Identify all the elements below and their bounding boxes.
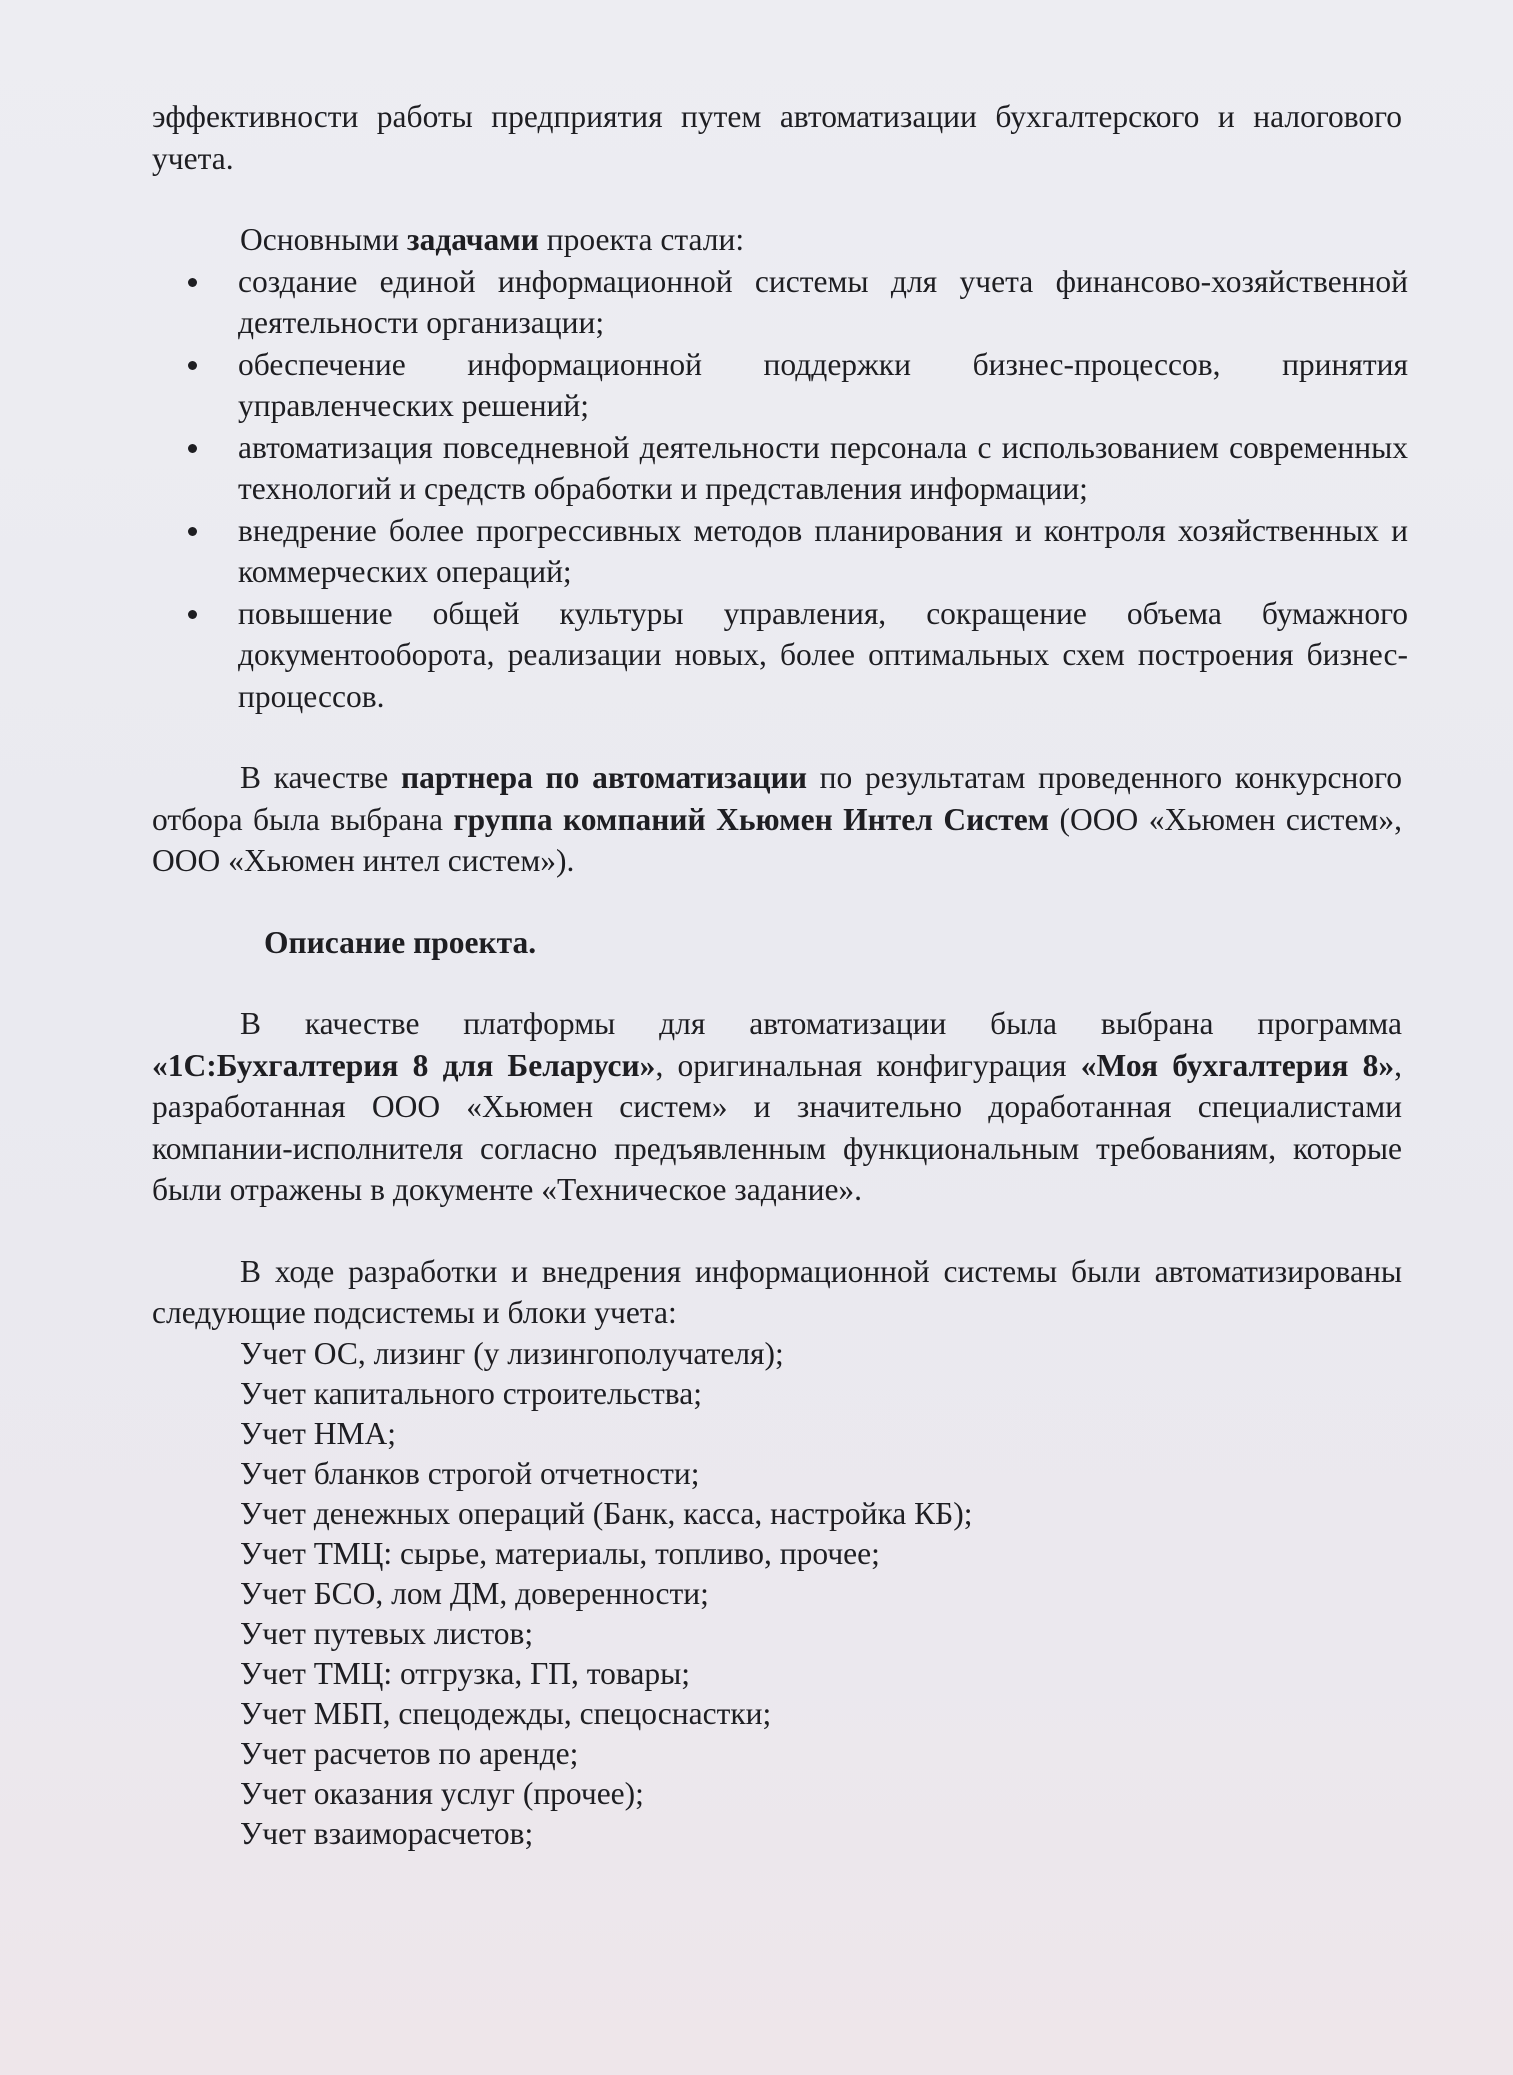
list-item: Учет МБП, спецодежды, спецоснастки; (240, 1695, 772, 1731)
subsystems-lead: В ходе разработки и внедрения информационной системы были автоматизированы следующие подсистемы и блоки учета: (152, 1253, 1402, 1330)
bullet-icon (188, 527, 197, 536)
list-item: Учет оказания услуг (прочее); (240, 1775, 644, 1811)
list-item: Учет ОС, лизинг (у лизингополучателя); (240, 1335, 784, 1371)
bullet-icon (188, 444, 197, 453)
list-item: Учет ТМЦ: сырье, материалы, топливо, прочее; (240, 1535, 880, 1571)
description-paragraph: В качестве платформы для автоматизации была выбрана программа «1С:Бухгалтерия 8 для Беларуси», оригинальная конфигурация «Моя бухгалтерия 8», разработанная ООО «Хьюмен систем» и значительно доработанная специалистами компании-исполнителя согласно предъявленным функциональным требованиям, которые были отражены в документе «Техническое задание». (152, 1006, 1402, 1207)
bullet-icon (188, 278, 197, 287)
list-item: Учет расчетов по аренде; (240, 1735, 579, 1771)
list-item: Учет капитального строительства; (240, 1375, 702, 1411)
spacer (152, 963, 1402, 1003)
document-text (152, 96, 1408, 1854)
spacer (152, 179, 1402, 219)
spacer (152, 882, 1402, 922)
list-item: Учет путевых листов; (240, 1615, 534, 1651)
list-item: внедрение более прогрессивных методов планирования и контроля хозяйственных и коммерческих операций; (152, 510, 1408, 593)
bullet-icon (188, 361, 197, 370)
section-heading: Описание проекта. (264, 924, 537, 960)
spacer (152, 1211, 1402, 1251)
list-item: Учет БСО, лом ДМ, доверенности; (240, 1575, 709, 1611)
list-item: создание единой информационной системы для учета финансово-хозяйственной деятельности организации; (152, 261, 1408, 344)
list-item: обеспечение информационной поддержки бизнес-процессов, принятия управленческих решений; (152, 344, 1408, 427)
tasks-list (152, 261, 1408, 718)
intro-paragraph: эффективности работы предприятия путем автоматизации бухгалтерского и налогового учета. (152, 99, 1402, 176)
list-item: повышение общей культуры управления, сокращение объема бумажного документооборота, реализации новых, более оптимальных схем построения бизнес-процессов. (152, 593, 1408, 718)
list-item: Учет НМА; (240, 1415, 397, 1451)
list-item: Учет взаиморасчетов; (240, 1815, 534, 1851)
bullet-icon (188, 610, 197, 619)
tasks-lead: Основными задачами проекта стали: (240, 222, 745, 257)
list-item: Учет денежных операций (Банк, касса, настройка КБ); (240, 1495, 973, 1531)
partner-paragraph: В качестве партнера по автоматизации по результатам проведенного конкурсного отбора была выбрана группа компаний Хьюмен Интел Систем (ООО «Хьюмен систем», ООО «Хьюмен интел систем»). (152, 760, 1402, 878)
list-item: автоматизация повседневной деятельности персонала с использованием современных технологий и средств обработки и представления информации; (152, 427, 1408, 510)
list-item: Учет ТМЦ: отгрузка, ГП, товары; (240, 1655, 690, 1691)
subsystems-list (152, 1334, 1402, 1854)
list-item: Учет бланков строгой отчетности; (240, 1455, 700, 1491)
spacer (152, 717, 1402, 757)
